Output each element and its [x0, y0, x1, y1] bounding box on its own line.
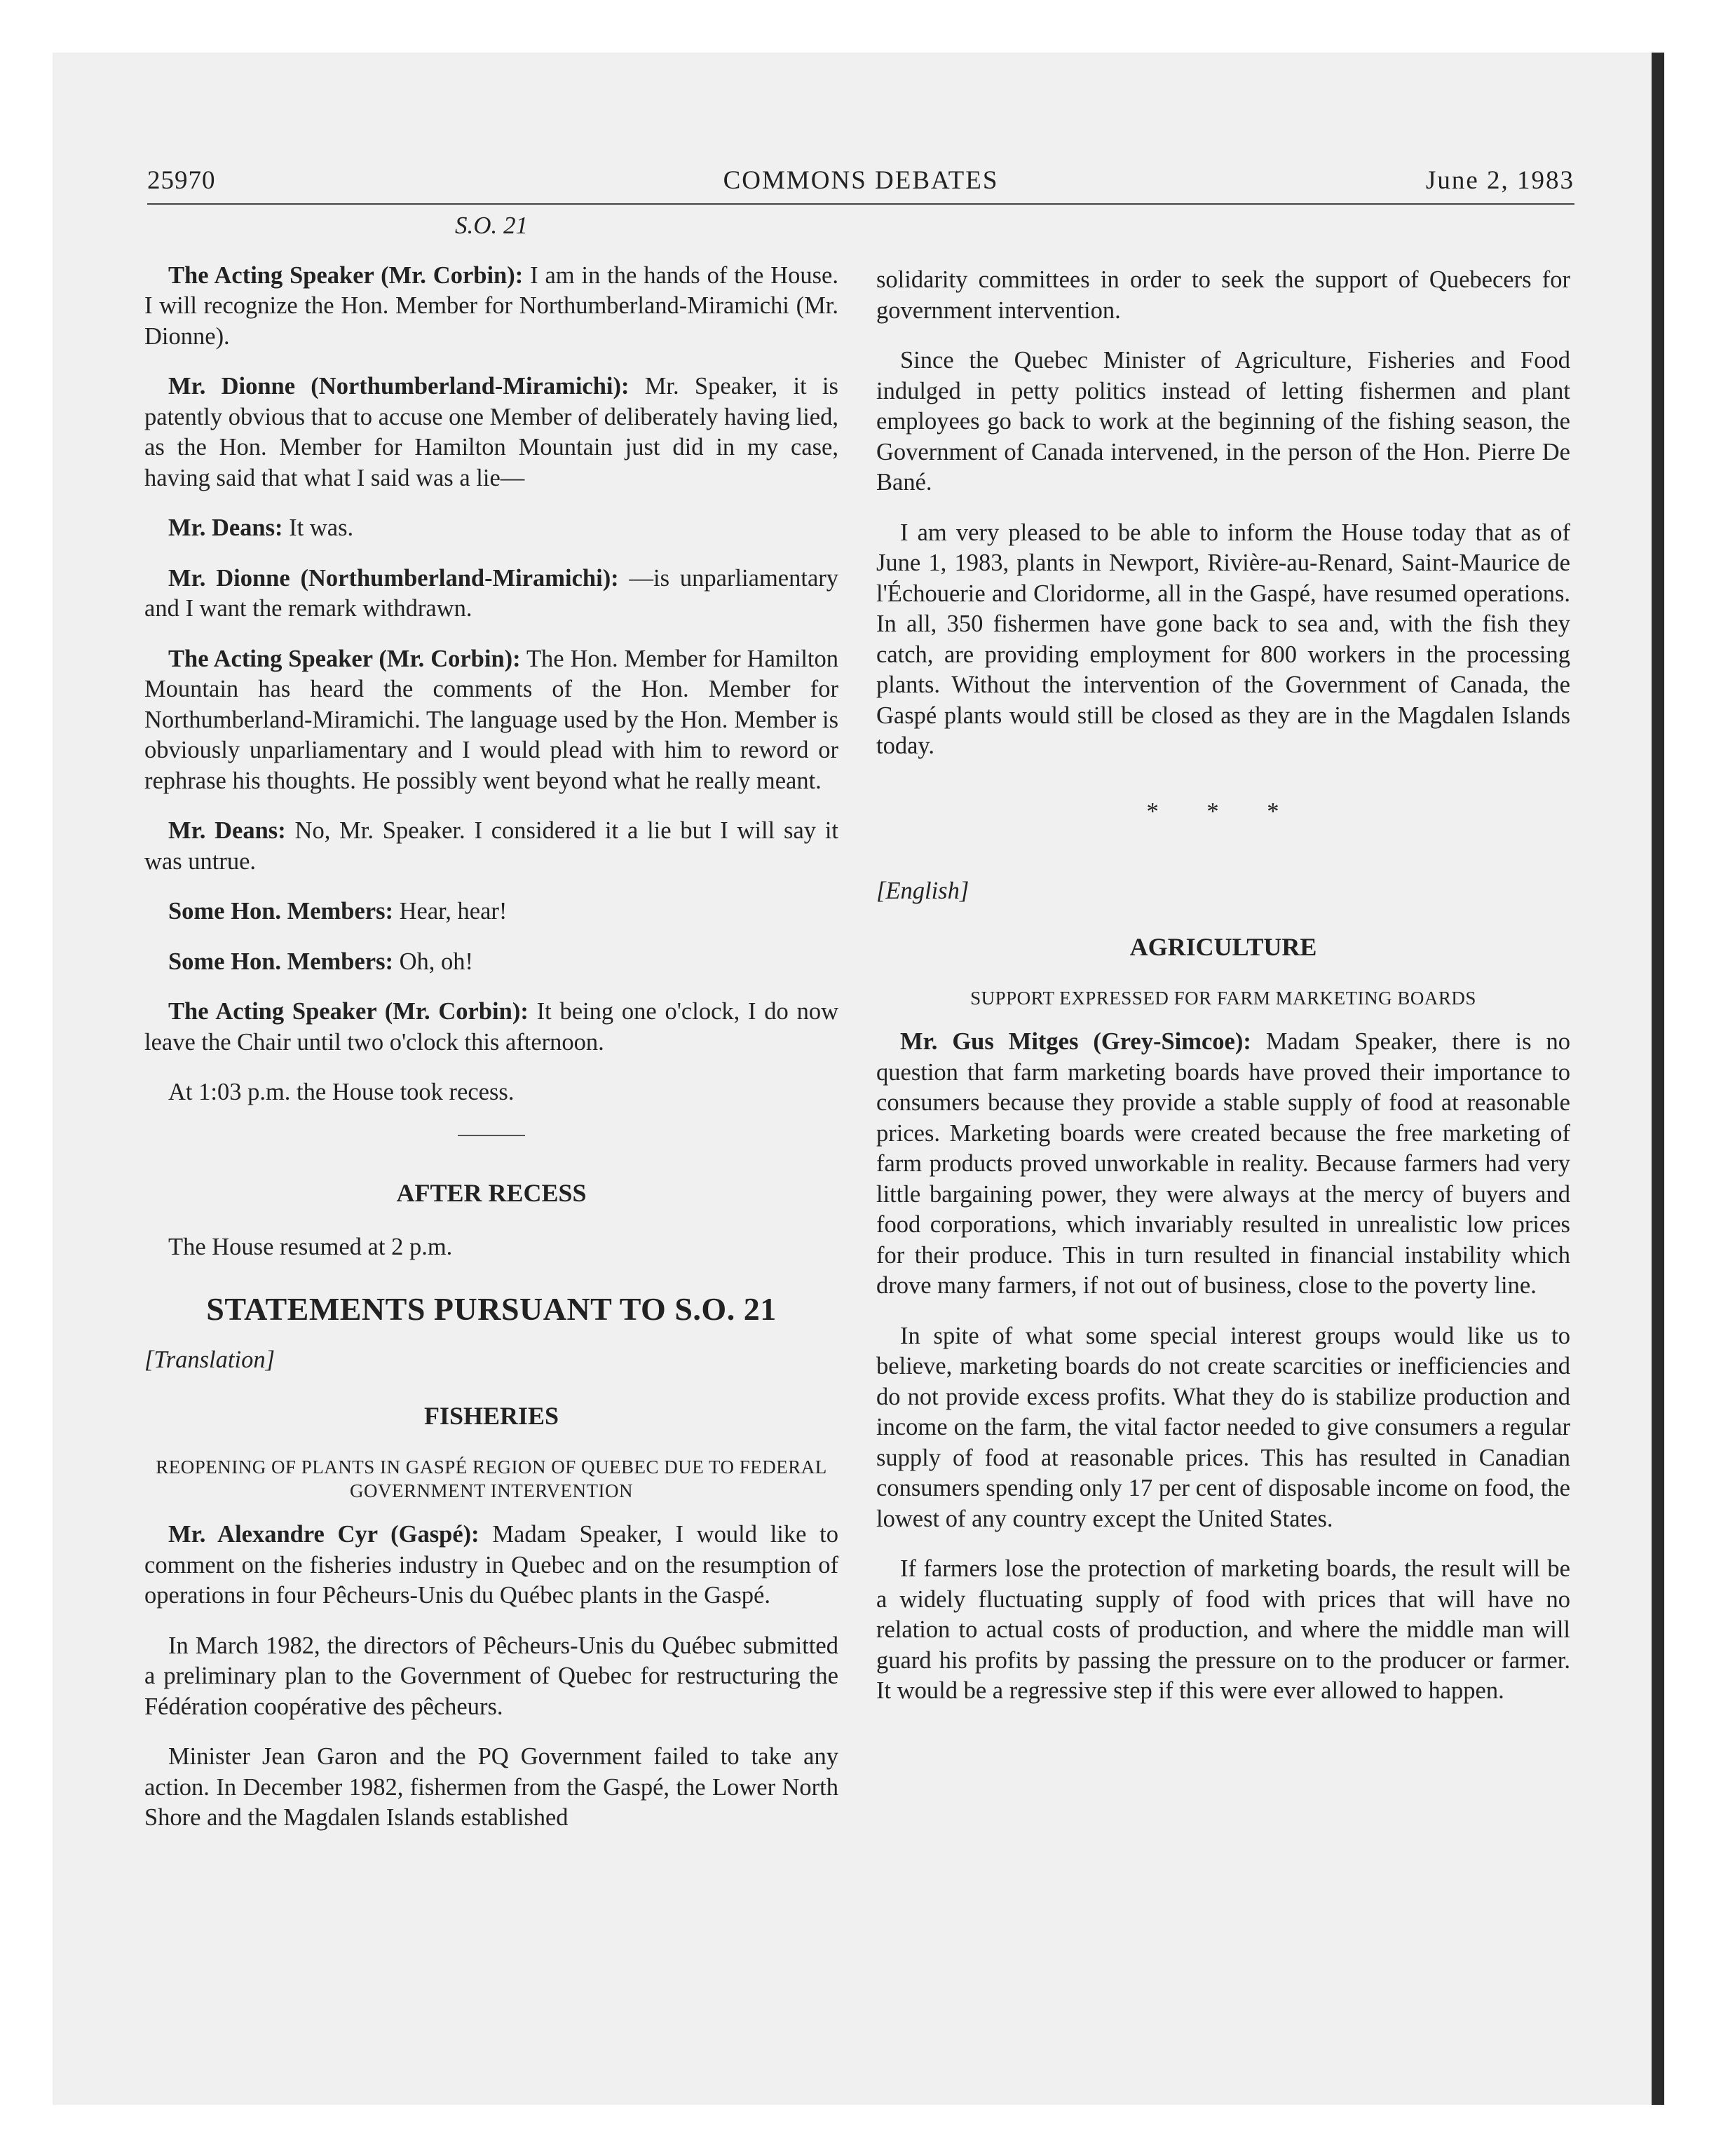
- scan-edge-bar: [1652, 53, 1664, 2105]
- page-header: [147, 165, 1574, 205]
- paragraph: [144, 564, 838, 625]
- agriculture-heading: AGRICULTURE: [1129, 932, 1317, 961]
- paragraph: [144, 1520, 838, 1611]
- paragraph: Since the Quebec Minister of Agriculture, Fisheries and Food indulged in petty politics instead of letting fishermen and plant employees go back to work at the beginning of the fishing season, the Government of Canada intervened, in the person of the Hon. Pierre De Bané.: [876, 347, 1570, 496]
- speech-text: Hear, hear!: [393, 898, 508, 925]
- speaker-name: Mr. Gus Mitges (Grey-Simcoe):: [900, 1028, 1251, 1055]
- fisheries-subheading: REOPENING OF PLANTS IN GASPÉ REGION OF QUEBEC DUE TO FEDERAL GOVERNMENT INTERVENTION: [156, 1456, 827, 1501]
- section-divider: [458, 1135, 525, 1136]
- paragraph: I am very pleased to be able to inform the House today that as of June 1, 1983, plants in Newport, Rivière-au-Renard, Saint-Maurice de l'Échouerie and Cloridorme, all in the Gaspé, have resumed operations. In all, 350 fishermen have gone back to sea and, with the fish they catch, are providing employment for 800 workers in the processing plants. Without the intervention of the Government of Canada, the Gaspé plants would still be closed as they are in the Magdalen Islands today.: [876, 519, 1570, 759]
- section-stars: * * *: [1146, 798, 1300, 825]
- speech-text: It was.: [283, 514, 354, 541]
- speech-text: The Hon. Member for Hamilton Mountain has heard the comments of the Hon. Member for Northumberland-Miramichi. The language used by the Hon. Member is obviously unparliamentary and I would plead with him to reword or rephrase his thoughts. He possibly went beyond what he really meant.: [144, 645, 838, 794]
- speaker-name: Mr. Alexandre Cyr (Gaspé):: [168, 1521, 479, 1548]
- paragraph: solidarity committees in order to seek the support of Quebecers for government intervention.: [876, 266, 1570, 324]
- language-note: [English]: [876, 878, 969, 904]
- speaker-name: The Acting Speaker (Mr. Corbin):: [168, 998, 529, 1025]
- right-column: [876, 265, 1570, 1726]
- speech-text: —is unparliamentary and I want the remark withdrawn.: [144, 564, 838, 622]
- paragraph: [144, 371, 838, 493]
- paragraph: In spite of what some special interest groups would like us to believe, marketing boards do not create scarcities or inefficiencies and do not provide excess profits. What they do is stabilize production and income on the farm, the vital factor needed to give consumers a regular supply of food at reasonable prices. This has resulted in Canadian consumers spending only 17 per cent of disposable income on food, the lowest of any country except the United States.: [876, 1322, 1570, 1532]
- paragraph: [144, 261, 838, 353]
- paragraph: Minister Jean Garon and the PQ Government failed to take any action. In December 1982, fishermen from the Gaspé, the Lower North Shore and the Magdalen Islands established: [144, 1743, 838, 1831]
- paragraph: At 1:03 p.m. the House took recess.: [168, 1079, 515, 1105]
- so-heading: S.O. 21: [454, 212, 529, 239]
- paragraph: [144, 513, 838, 544]
- speaker-name: Some Hon. Members:: [168, 948, 393, 975]
- paragraph: In March 1982, the directors of Pêcheurs-Unis du Québec submitted a preliminary plan to the Government of Quebec for restructuring the Fédération coopérative des pêcheurs.: [144, 1632, 838, 1720]
- translation-note: [Translation]: [144, 1346, 275, 1373]
- paragraph: [144, 816, 838, 877]
- speaker-name: The Acting Speaker (Mr. Corbin):: [168, 645, 521, 672]
- paragraph: [876, 1027, 1570, 1302]
- speaker-name: Mr. Dionne (Northumberland-Miramichi):: [168, 373, 630, 400]
- speaker-name: The Acting Speaker (Mr. Corbin):: [168, 261, 524, 289]
- speaker-name: Some Hon. Members:: [168, 898, 393, 925]
- speaker-name: Mr. Dionne (Northumberland-Miramichi):: [168, 564, 619, 592]
- speech-text: No, Mr. Speaker. I considered it a lie but I will say it was untrue.: [144, 817, 838, 875]
- paragraph: [144, 947, 838, 978]
- fisheries-heading: FISHERIES: [423, 1401, 559, 1430]
- statements-heading: STATEMENTS PURSUANT TO S.O. 21: [206, 1290, 777, 1327]
- speech-text: Madam Speaker, I would like to comment on the fisheries industry in Quebec and on the resumption of operations in four Pêcheurs-Unis du Québec plants in the Gaspé.: [144, 1521, 838, 1609]
- left-column: [144, 210, 838, 1853]
- page-date: June 2, 1983: [1425, 166, 1574, 195]
- speech-text: Madam Speaker, there is no question that farm marketing boards have proved their importance to consumers because they provide a stable supply of food at reasonable prices. Marketing boards were created because the free marketing of farm products proved unworkable in reality. Because farmers had very little bargaining power, they were always at the mercy of buyers and food corporations, which invariably resulted in unrealistic low prices for their produce. This in turn resulted in financial instability which drove many farmers, if not out of business, close to the poverty line.: [876, 1028, 1570, 1299]
- speech-text: It being one o'clock, I do now leave the Chair until two o'clock this afternoon.: [144, 998, 838, 1056]
- paragraph: If farmers lose the protection of marketing boards, the result will be a widely fluctuating supply of food with prices that will have no relation to actual costs of production, and where the middle man will guard his profits by passing the pressure on to the producer or farmer. It would be a regressive step if this were ever allowed to happen.: [876, 1555, 1570, 1704]
- speaker-name: Mr. Deans:: [168, 817, 286, 844]
- paragraph: [144, 997, 838, 1058]
- speech-text: I am in the hands of the House. I will recognize the Hon. Member for Northumberland-Miramichi (Mr. Dionne).: [144, 261, 838, 350]
- speaker-name: Mr. Deans:: [168, 514, 283, 541]
- page-number: 25970: [147, 166, 216, 195]
- paragraph: The House resumed at 2 p.m.: [168, 1234, 453, 1260]
- after-recess-heading: AFTER RECESS: [396, 1178, 587, 1207]
- agriculture-subheading: SUPPORT EXPRESSED FOR FARM MARKETING BOARDS: [970, 988, 1476, 1009]
- speech-text: Oh, oh!: [393, 948, 474, 975]
- speech-text: Mr. Speaker, it is patently obvious that to accuse one Member of deliberately having lied, as the Hon. Member for Hamilton Mountain just did in my case, having said that what I said was a lie—: [144, 373, 838, 491]
- paragraph: [144, 644, 838, 797]
- paragraph: [144, 896, 838, 927]
- publication-title: COMMONS DEBATES: [723, 166, 999, 195]
